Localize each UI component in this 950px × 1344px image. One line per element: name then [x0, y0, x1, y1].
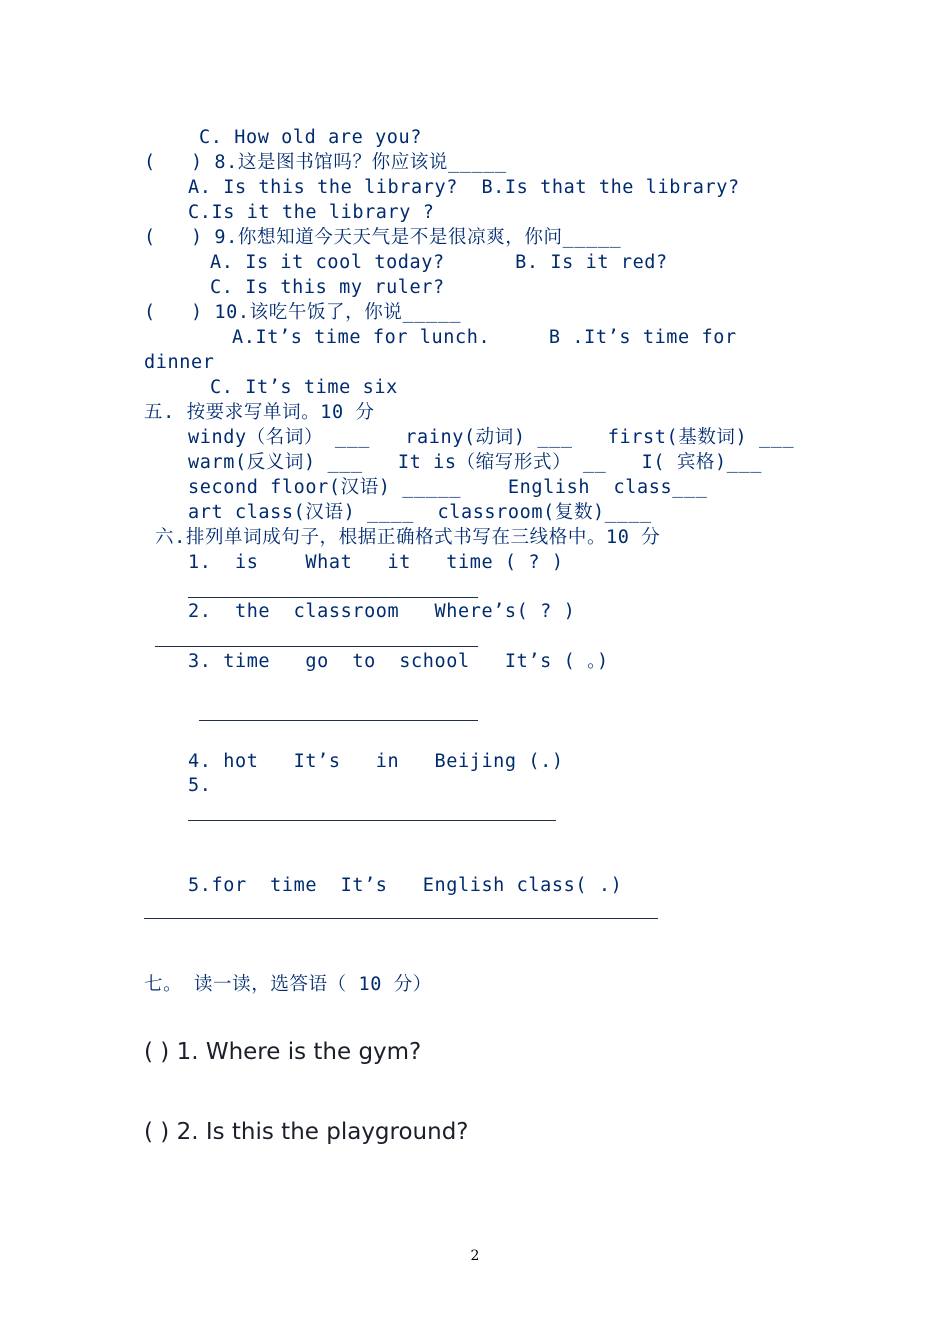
- answer-line: [188, 820, 556, 821]
- q10-options-ab: A.It’s time for lunch. B .It’s time for: [232, 327, 737, 348]
- section-5-row-2: warm(反义词) ___ It is（缩写形式） __ I( 宾格)___: [188, 452, 762, 473]
- q10-prompt: ( ) 10.该吃午饭了，你说_____: [144, 302, 462, 323]
- section-5-row-1: windy（名词） ___ rainy(动词) ___ first(基数词) ___: [188, 427, 795, 448]
- q9-option-c: C. Is this my ruler?: [210, 277, 445, 298]
- q8-prompt: ( ) 8.这是图书馆吗？你应该说_____: [144, 152, 507, 173]
- section-5-row-4: art class(汉语) ____ classroom(复数)____: [188, 502, 652, 523]
- q9-prompt: ( ) 9.你想知道今天天气是不是很凉爽，你问_____: [144, 227, 622, 248]
- section-6-item-4-number: 5.: [188, 775, 212, 796]
- q10-option-c: C. It’s time six: [210, 377, 398, 398]
- section-6-item-2: 2. the classroom Where’s( ? ): [188, 601, 576, 622]
- section-5-heading: 五. 按要求写单词。10 分: [144, 402, 375, 423]
- section-7-question-2: ( ) 2. Is this the playground?: [144, 1119, 469, 1145]
- q7-option-c: C. How old are you?: [199, 127, 423, 148]
- section-6-item-5: 5.for time It’s English class( .): [188, 875, 623, 896]
- page-number: 2: [470, 1248, 480, 1264]
- section-6-item-3: 3. time go to school It’s ( 。): [188, 651, 609, 672]
- section-6-item-1: 1. is What it time ( ? ): [188, 552, 564, 573]
- q8-option-c: C.Is it the library ?: [188, 202, 435, 223]
- section-6-item-4: 4. hot It’s in Beijing (.): [188, 751, 564, 772]
- answer-line: [188, 597, 478, 598]
- section-7-question-1: ( ) 1. Where is the gym?: [144, 1039, 422, 1065]
- answer-line: [144, 918, 658, 919]
- answer-line: [199, 720, 478, 721]
- section-7-heading: 七。 读一读，选答语（ 10 分）: [144, 974, 432, 995]
- q8-options-ab: A. Is this the library? B.Is that the library?: [188, 177, 740, 198]
- section-5-row-3: second floor(汉语) _____ English class___: [188, 477, 708, 498]
- section-6-heading: 六.排列单词成句子，根据正确格式书写在三线格中。10 分: [155, 527, 661, 548]
- answer-line: [155, 646, 478, 647]
- q10-options-ab-wrap: dinner: [144, 352, 215, 373]
- q9-options-ab: A. Is it cool today? B. Is it red?: [210, 252, 668, 273]
